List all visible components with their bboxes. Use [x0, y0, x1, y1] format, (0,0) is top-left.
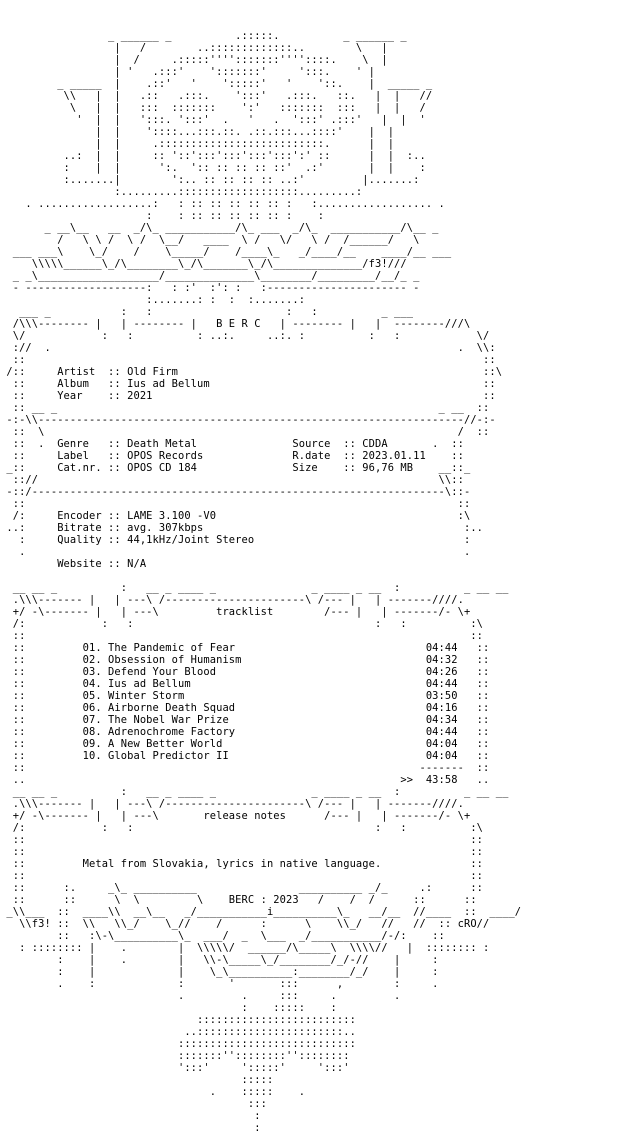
nfo-line: /\\\-------- | | -------- | B E R C | -------- | | --------///\: [0, 318, 471, 330]
nfo-line: :: :: \ \ \ BERC : 2023 / / / :: ::: [0, 894, 477, 906]
nfo-line: :.........:::::::::::::::::::.........:: [0, 186, 363, 198]
nfo-line: : Quality :: 44,1kHz/Joint Stereo :: [0, 534, 471, 546]
nfo-line: ' | | ':::. ':::' . ' . ':::' .:::' | | ': [0, 114, 426, 126]
nfo-line: ..:::::::::::::::::::::::..: [0, 1026, 356, 1038]
nfo-line: /:: Artist :: Old Firm ::\: [0, 366, 503, 378]
nfo-line: : | | \_\__________:________/_/ | :: [0, 966, 439, 978]
nfo-line: :: [0, 1110, 261, 1122]
nfo-line: :: ::: [0, 846, 484, 858]
nfo-line: : | . | \\-\_____\_/________/_/-// | :: [0, 954, 439, 966]
nfo-line: | | .::::::::::::::::::::::::::. | |: [0, 138, 395, 150]
nfo-line: | | '::::...:::.::. .::.:::...::::' | |: [0, 126, 395, 138]
nfo-line: :: Year :: 2021 ::: [0, 390, 496, 402]
nfo-line: :: 10. Global Predictor II 04:04 ::: [0, 750, 490, 762]
nfo-line: \\\\\______\_/\________\_/\_______\_/\______________/f3!///: [0, 258, 407, 270]
nfo-line: __ __ _ : __ _ ____ _ _ ____ _ __ : _ __ __: [0, 786, 509, 798]
nfo-line: | / .:::::'''':::::::''''::::. \ |: [0, 54, 388, 66]
nfo-line: : ::::: :: [0, 1002, 337, 1014]
nfo-line: :::::::''::::::::''::::::::: [0, 1050, 350, 1062]
nfo-line: :: \ / ::: [0, 426, 490, 438]
nfo-line: \\ | | .:: .:::. ':::' .:::. ::. | | //: [0, 90, 433, 102]
nfo-line: :: Album :: Ius ad Bellum ::: [0, 378, 496, 390]
nfo-line: :: Metal from Slovakia, lyrics in native language. ::: [0, 858, 484, 870]
nfo-line: :::::::::::::::::::::::::: [0, 1014, 356, 1026]
nfo-line: /: : : : : :\: [0, 822, 484, 834]
nfo-line: :: :. _\_ __________ __________ _/_ .: ::: [0, 882, 484, 894]
nfo-line: ..: | | :: '::':::':::':::':::':' :: | | :..: [0, 150, 426, 162]
nfo-line: :: __ _ _ __ ::: [0, 402, 490, 414]
nfo-line: | / ..:::::::::::::.. \ |: [0, 42, 388, 54]
nfo-line: . ::::: .: [0, 1086, 306, 1098]
nfo-line: :: ::: [0, 870, 484, 882]
nfo-line: __ __ _ : __ _ ____ _ _ ____ _ __ : _ __ __: [0, 582, 509, 594]
nfo-line: _:: Cat.nr. :: OPOS CD 184 Size :: 96,76 MB __::_: [0, 462, 471, 474]
nfo-line: :::: [0, 1098, 267, 1110]
nfo-line: ..: Bitrate :: avg. 307kbps :..: [0, 522, 484, 534]
nfo-line: :.......: : : :.......:: [0, 294, 306, 306]
nfo-line: :: Label :: OPOS Records R.date :: 2023.01.11 ::: [0, 450, 464, 462]
nfo-line: ':::' ':::::' ':::': [0, 1062, 350, 1074]
nfo-line: ___ ___\ \_/ / \_____/ /____\_ _/____/__ ____/__ ___: [0, 246, 452, 258]
nfo-line: :: 09. A New Better World 04:04 ::: [0, 738, 490, 750]
nfo-line: +/ -\------- | | ---\ release notes /--- | | -------/- \+: [0, 810, 471, 822]
nfo-line: :: 04. Ius ad Bellum 04:44 ::: [0, 678, 490, 690]
nfo-line: .. >> 43:58 ..: [0, 774, 490, 786]
nfo-line: _ _\___________________/______________\________/_________/__/_ _: [0, 270, 420, 282]
nfo-line: :: 03. Defend Your Blood 04:26 ::: [0, 666, 490, 678]
nfo-line: /: Encoder :: LAME 3.100 -V0 :\: [0, 510, 471, 522]
nfo-line: / \ \ / \ / \__/ ____ \ / \/ \ / /______/ \: [0, 234, 420, 246]
nfo-line: . .: [0, 546, 471, 558]
nfo-line: :// . . \\:: [0, 342, 496, 354]
nfo-line: \ | | ::: ::::::: ':' ::::::: ::: | | /: [0, 102, 426, 114]
nfo-line: _\\___ :: ____\\ __\__ _/___________i__________\_ __/__ //____ :: ____/: [0, 906, 522, 918]
nfo-line: _ _____ | .::' ' ':::::' ' '::. | _____ _: [0, 78, 433, 90]
nfo-line: :: ::: [0, 354, 496, 366]
nfo-line: Website :: N/A: [0, 558, 147, 570]
nfo-line: . ..................: : :: :: :: :: :: : :.................. .: [0, 198, 445, 210]
nfo-line: :: 08. Adrenochrome Factory 04:44 ::: [0, 726, 490, 738]
nfo-line: :: . Genre :: Death Metal Source :: CDDA . ::: [0, 438, 464, 450]
nfo-line: :: 05. Winter Storm 03:50 ::: [0, 690, 490, 702]
nfo-line: :::::: [0, 1074, 274, 1086]
nfo-line: .\\\------- | | ---\ /----------------------\ /--- | | -------////.: [0, 594, 464, 606]
nfo-line: -:-\\-------------------------------------------------------------------//-:-: [0, 414, 496, 426]
nfo-line: :: 06. Airborne Death Squad 04:16 ::: [0, 702, 490, 714]
nfo-line: : | | ':. ':: :: :: :: ::' .:' | | :: [0, 162, 426, 174]
nfo-line: :: :\-\__________\_ ___/ _ \___ _/___________/-/: ::: [0, 930, 445, 942]
nfo-line: \/ : : : ..:. ..:. : : : \/: [0, 330, 490, 342]
nfo-line: .\\\------- | | ---\ /----------------------\ /--- | | -------////.: [0, 798, 464, 810]
nfo-line: - -------------------: : :' :': : :---------------------- -: [0, 282, 420, 294]
nfo-line: :: 02. Obsession of Humanism 04:32 ::: [0, 654, 490, 666]
nfo-line: -::/-----------------------------------------------------------------\::-: [0, 486, 471, 498]
nfo-line: | ' .:::' ':::::::' ':::. ' |: [0, 66, 375, 78]
nfo-line: :: 01. The Pandemic of Fear 04:44 ::: [0, 642, 490, 654]
nfo-line: : : :: :: :: :: :: : :: [0, 210, 325, 222]
nfo-line: :: ------- ::: [0, 762, 490, 774]
nfo-line: \\f3! :: \\ \\_/ \_// / : \ \\_/ // // :: cRO//: [0, 918, 490, 930]
nfo-line: _ ______ _ .:::::. _ ______ _: [0, 30, 407, 42]
nfo-line: :: ::: [0, 498, 471, 510]
nfo-line: :: ::: [0, 834, 484, 846]
nfo-line: . . ::: . .: [0, 990, 401, 1002]
nfo-line: :: 07. The Nobel War Prize 04:34 ::: [0, 714, 490, 726]
nfo-line: ::::::::::::::::::::::::::::: [0, 1038, 356, 1050]
nfo-line: :: ::: [0, 630, 484, 642]
nfo-line: /: : : : : :\: [0, 618, 484, 630]
nfo-line: . : : ' ::: , : .: [0, 978, 439, 990]
nfo-line: :.......| ':.. :: :: :: :: ..:' |.......:: [0, 174, 420, 186]
nfo-line: _ __\__ __ _/\_ ___________/\_ ___ _/\_ ___________/\__ _: [0, 222, 439, 234]
nfo-line: : :::::::: | . | \\\\\/ ______/\_____\ \\\\// | :::::::: :: [0, 942, 490, 954]
nfo-line: :: [0, 1122, 261, 1134]
nfo-line: ___ _ : : : : _ ___: [0, 306, 414, 318]
nfo-line: ::// \\::: [0, 474, 464, 486]
nfo-line: +/ -\------- | | ---\ tracklist /--- | | -------/- \+: [0, 606, 471, 618]
